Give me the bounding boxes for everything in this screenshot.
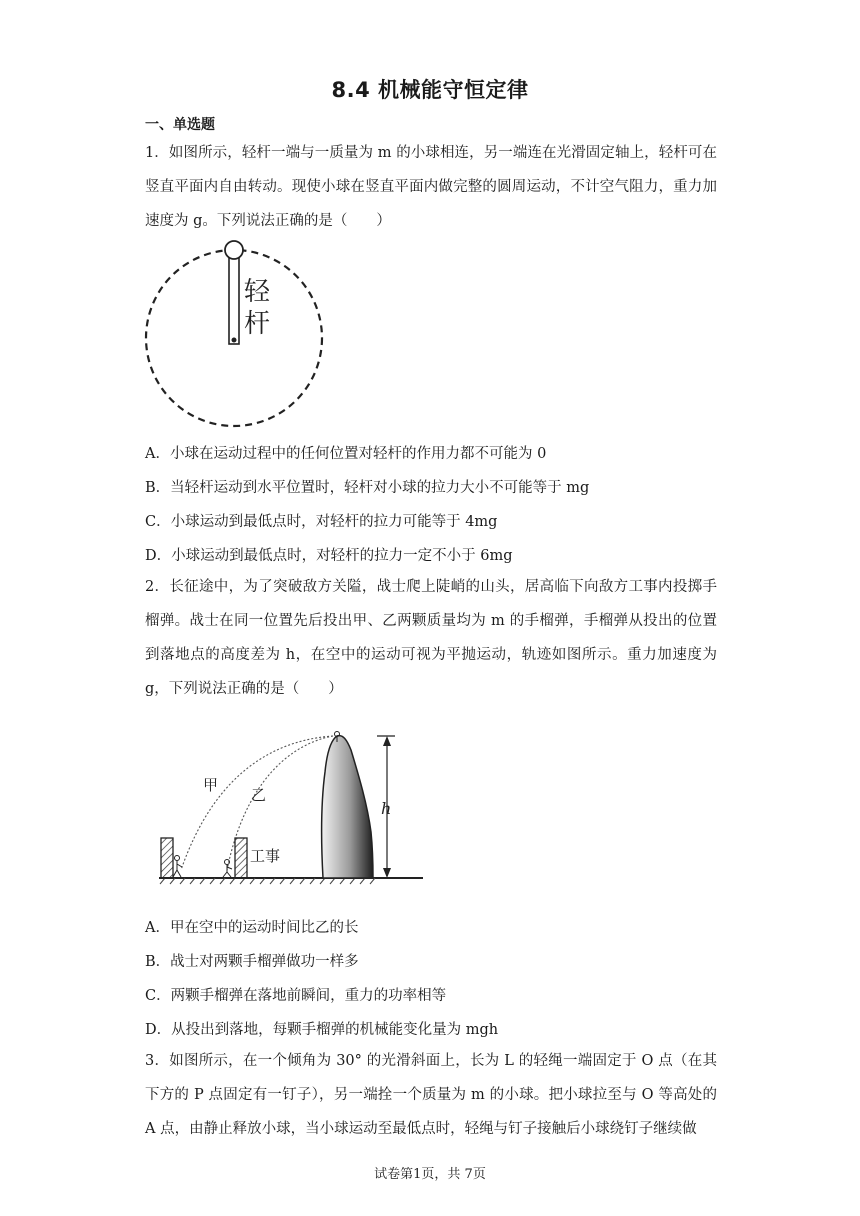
question-3-stem: 3．如图所示，在一个倾角为 30° 的光滑斜面上，长为 L 的轻绳一端固定于 O 点（在其下方的 P 点固定有一钉子），另一端拴一个质量为 m 的小球。把小球拉至与 O 等高处的 A 点，由静止释放小球，当小球运动至最低点时，轻绳与钉子接触后小球绕钉子继续做 [145,1053,717,1137]
label-yi: 乙 [251,786,267,804]
rod-label-2: 杆 [244,309,271,339]
q1-option-d: D．小球运动到最低点时，对轻杆的拉力一定不小于 6mg [145,548,513,564]
question-2-stem: 2．长征途中，为了突破敌方关隘，战士爬上陡峭的山头，居高临下向敌方工事内投掷手榴弹。战士在同一位置先后投出甲、乙两颗质量均为 m 的手榴弹，手榴弹从投出的位置到落地点的高度差为 h，在空中的运动可视为平抛运动，轨迹如图所示。重力加速度为 g，下列说法正确的是（ ） [145,579,717,697]
q1-option-c: C．小球运动到最低点时，对轻杆的拉力可能等于 4mg [145,514,498,530]
page-footer: 试卷第1页，共 7页 [374,1167,486,1182]
rock-mountain [322,736,373,878]
rod-label-1: 轻 [244,277,271,307]
enemy-figure-icon [175,856,180,861]
q2-option-c: C．两颗手榴弹在落地前瞬间，重力的功率相等 [145,988,447,1004]
label-gongshi: 工事 [250,847,281,865]
question-1-stem: 1．如图所示，轻杆一端与一质量为 m 的小球相连，另一端连在光滑固定轴上，轻杆可在竖直平面内自由转动。现使小球在竖直平面内做完整的圆周运动，不计空气阻力，重力加速度为 g。下列说法正确的是（ ） [145,145,717,229]
pivot-point [232,338,237,343]
light-rod [229,258,239,344]
q2-figure-trajectory [155,722,425,888]
label-h: h [381,799,392,818]
height-arrow-down [383,868,391,878]
page-title: 8.4 机械能守恒定律 [331,78,529,102]
q1-option-a: A．小球在运动过程中的任何位置对轻杆的作用力都不可能为 0 [145,446,547,462]
q2-option-d: D．从投出到落地，每颗手榴弹的机械能变化量为 mgh [145,1022,499,1038]
q2-option-a: A．甲在空中的运动时间比乙的长 [145,920,359,936]
section-heading: 一、单选题 [145,117,215,133]
q1-option-b: B．当轻杆运动到水平位置时，轻杆对小球的拉力大小不可能等于 mg [145,480,590,496]
height-arrow-up [383,736,391,746]
fortification-right [235,838,247,878]
q1-figure-rod-circle [140,236,330,436]
small-ball [225,241,243,259]
label-jia: 甲 [203,776,219,794]
q2-option-b: B．战士对两颗手榴弹做功一样多 [145,954,359,970]
fortification-left [161,838,173,878]
